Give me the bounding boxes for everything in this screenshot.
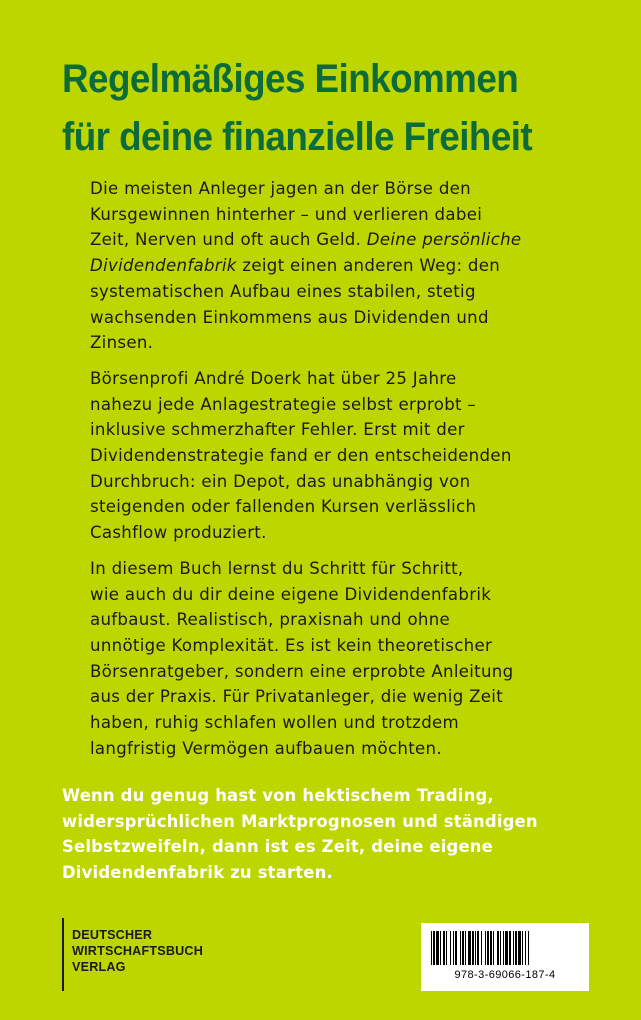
isbn-number: 978-3-69066-187-4 <box>454 969 556 981</box>
text-line: haben, ruhig schlafen wollen und trotzdem <box>90 713 460 733</box>
headline-line: für deine finanzielle Freiheit <box>62 115 533 159</box>
cta-line: widersprüchlichen Marktprognosen und ständigen <box>62 811 538 831</box>
text-line <box>90 253 595 279</box>
text-line: langfristig Vermögen aufbauen möchten. <box>90 738 442 758</box>
text-line: inklusive schmerzhafter Fehler. Erst mit der <box>90 420 465 440</box>
text-line: Zinsen. <box>90 333 154 353</box>
cta-line: Dividendenfabrik zu starten. <box>62 862 333 882</box>
headline-line: Regelmäßiges Einkommen <box>62 57 519 101</box>
text-line: Cashflow produziert. <box>90 523 267 543</box>
paragraph-author <box>90 366 595 546</box>
text-line: Die meisten Anleger jagen an der Börse den <box>90 179 471 198</box>
text-line: aufbaust. Realistisch, praxisnah und ohne <box>90 610 451 630</box>
text-line: In diesem Buch lernst du Schritt für Schritt, <box>90 558 464 578</box>
blurb-body <box>90 176 595 771</box>
text-line: aus der Praxis. Für Privatanleger, die wenig Zeit <box>90 687 504 707</box>
text-line: Kursgewinnen hinterher – und verlieren dabei <box>90 204 483 224</box>
text-line: steigenden oder fallenden Kursen verlässlich <box>90 497 477 517</box>
text-line: wie auch du dir deine eigene Dividendenfabrik <box>90 584 492 604</box>
book-title-italic: Deine persönliche <box>366 230 522 250</box>
paragraph-intro <box>90 176 595 356</box>
text-line: Dividendenstrategie fand er den entscheidenden <box>90 446 512 466</box>
cta-line: Wenn du genug hast von hektischem Trading, <box>62 786 494 805</box>
text-line: Börsenratgeber, sondern eine erprobte Anleitung <box>90 661 514 681</box>
text-line: unnötige Komplexität. Es ist kein theoretischer <box>90 635 493 655</box>
paragraph-book <box>90 556 595 762</box>
text-line: nahezu jede Anlagestrategie selbst erprobt – <box>90 394 477 414</box>
publisher-name-line: VERLAG <box>72 960 126 974</box>
publisher-logo <box>62 918 203 991</box>
text-line: Durchbruch: ein Depot, das unabhängig von <box>90 471 471 491</box>
text-line: wachsenden Einkommens aus Dividenden und <box>90 307 489 327</box>
book-title-italic: Dividendenfabrik <box>90 256 237 276</box>
call-to-action <box>62 783 622 885</box>
text-line <box>90 227 595 253</box>
barcode-icon <box>431 931 579 965</box>
publisher-name-line: DEUTSCHER <box>72 928 153 942</box>
publisher-name-line: WIRTSCHAFTSBUCH <box>72 944 204 958</box>
cta-line: Selbstzweifeln, dann ist es Zeit, deine eigene <box>62 837 493 856</box>
text-run: Zeit, Nerven und oft auch Geld. <box>90 230 367 250</box>
text-line: systematischen Aufbau eines stabilen, stetig <box>90 281 476 301</box>
headline <box>62 50 577 166</box>
text-line: Börsenprofi André Doerk hat über 25 Jahre <box>90 368 457 388</box>
text-run: zeigt einen anderen Weg: den <box>236 256 501 276</box>
barcode-panel <box>421 923 589 991</box>
